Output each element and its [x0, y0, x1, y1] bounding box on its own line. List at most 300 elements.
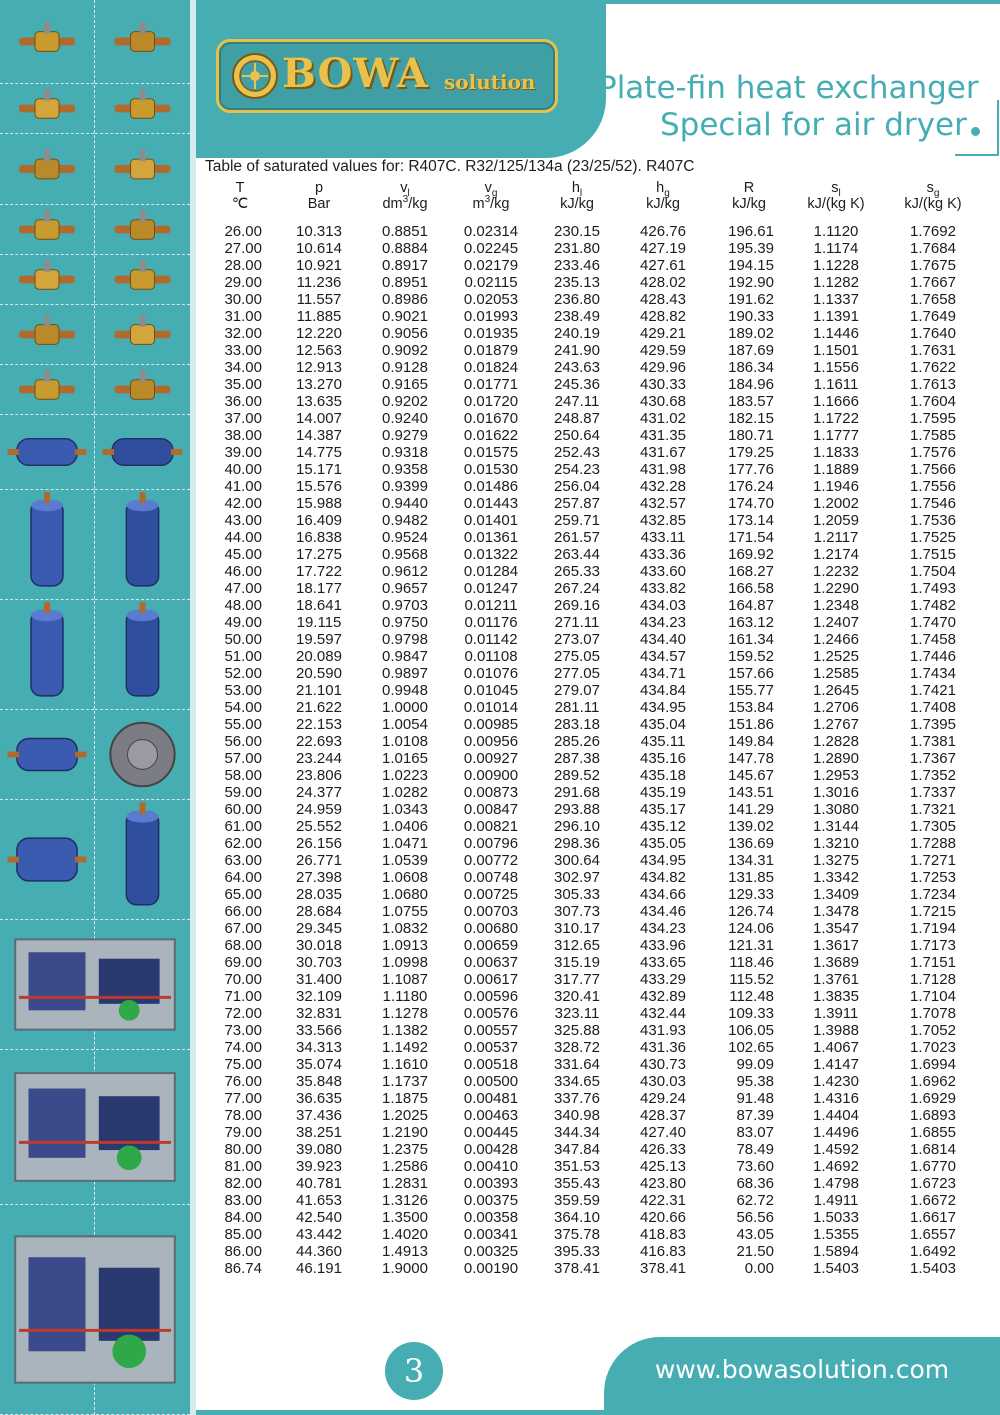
column-symbol: s	[831, 180, 839, 196]
table-cell: 1.2232	[813, 563, 859, 580]
table-cell: 29.345	[296, 920, 342, 937]
table-cell: 1.7052	[910, 1022, 956, 1039]
table-cell: 0.9482	[382, 512, 428, 529]
table-cell: 56.56	[736, 1209, 774, 1226]
centrifugal-fan-icon	[95, 710, 190, 800]
title-bullet	[971, 127, 980, 136]
table-cell: 0.9399	[382, 478, 428, 495]
table-row	[204, 223, 986, 240]
table-cell: 121.31	[728, 937, 774, 954]
table-cell: 281.11	[554, 699, 600, 716]
table-cell: 1.4496	[813, 1124, 859, 1141]
table-cell: 1.0108	[382, 733, 428, 750]
table-cell: 233.46	[554, 257, 600, 274]
table-cell: 180.71	[728, 427, 774, 444]
table-cell: 27.00	[224, 240, 262, 257]
table-row	[204, 1073, 986, 1090]
table-cell: 189.02	[728, 325, 774, 342]
table-cell: 431.36	[640, 1039, 686, 1056]
table-cell: 1.2190	[382, 1124, 428, 1141]
table-cell: 0.01824	[463, 359, 519, 376]
column-unit: kJ/kg	[732, 196, 766, 212]
table-row	[204, 257, 986, 274]
table-cell: 55.00	[224, 716, 262, 733]
table-cell: 347.84	[554, 1141, 600, 1158]
sight-glass-icon	[95, 84, 190, 134]
table-cell: 164.87	[728, 597, 774, 614]
table-cell: 1.1174	[813, 240, 859, 257]
table-cell: 1.0282	[382, 784, 428, 801]
page-title-line2: Special for air dryer	[660, 107, 967, 143]
table-cell: 187.69	[728, 342, 774, 359]
table-cell: 434.66	[640, 886, 686, 903]
table-cell: 433.60	[640, 563, 686, 580]
table-cell: 0.00341	[463, 1226, 519, 1243]
table-cell: 0.9092	[382, 342, 428, 359]
accumulator-icon	[0, 600, 94, 710]
table-cell: 46.00	[224, 563, 262, 580]
table-cell: 435.05	[640, 835, 686, 852]
table-cell: 426.76	[640, 223, 686, 240]
table-row	[204, 1022, 986, 1039]
table-cell: 1.0539	[382, 852, 428, 869]
table-row	[204, 665, 986, 682]
table-cell: 1.2348	[813, 597, 859, 614]
table-cell: 0.01108	[464, 648, 518, 665]
footer-website-link[interactable]: www.bowasolution.com	[654, 1355, 950, 1384]
table-cell: 0.01486	[463, 478, 519, 495]
table-cell: 67.00	[224, 920, 262, 937]
table-cell: 433.29	[640, 971, 686, 988]
table-cell: 39.080	[296, 1141, 342, 1158]
table-cell: 298.36	[554, 835, 600, 852]
table-cell: 0.9021	[382, 308, 428, 325]
table-cell: 1.7604	[910, 393, 956, 410]
table-row	[204, 393, 986, 410]
table-cell: 1.3342	[813, 869, 859, 886]
table-cell: 1.6672	[910, 1192, 956, 1209]
table-cell: 250.64	[554, 427, 600, 444]
table-cell: 0.00410	[463, 1158, 519, 1175]
table-cell: 15.988	[296, 495, 342, 512]
table-cell: 423.80	[640, 1175, 686, 1192]
table-cell: 131.85	[728, 869, 774, 886]
table-cell: 1.3689	[813, 954, 859, 971]
table-cell: 1.1611	[813, 376, 859, 393]
table-cell: 430.03	[640, 1073, 686, 1090]
table-cell: 1.7305	[910, 818, 956, 835]
column-symbol: v	[400, 180, 408, 196]
table-cell: 0.00847	[463, 801, 519, 818]
sidebar-edge	[190, 0, 196, 1415]
table-cell: 435.19	[640, 784, 686, 801]
ball-valve-icon	[0, 205, 94, 255]
table-cell: 143.51	[728, 784, 774, 801]
table-cell: 37.436	[296, 1107, 342, 1124]
table-cell: 433.82	[640, 580, 686, 597]
table-cell: 0.00821	[463, 818, 519, 835]
table-cell: 21.622	[296, 699, 342, 716]
table-cell: 0.00358	[463, 1209, 519, 1226]
table-cell: 1.7023	[910, 1039, 956, 1056]
logo-emblem-icon	[230, 51, 280, 101]
table-cell: 429.96	[640, 359, 686, 376]
table-cell: 317.77	[554, 971, 600, 988]
table-row	[204, 699, 986, 716]
table-cell: 434.95	[640, 699, 686, 716]
table-cell: 0.01935	[463, 325, 519, 342]
table-row	[204, 1226, 986, 1243]
oil-separator-icon	[0, 415, 94, 490]
table-cell: 1.1833	[813, 444, 859, 461]
table-row	[204, 988, 986, 1005]
table-cell: 378.41	[640, 1260, 686, 1277]
table-cell: 231.80	[554, 240, 600, 257]
liquid-receiver-icon	[0, 490, 94, 600]
table-cell: 126.74	[728, 903, 774, 920]
bottom-accent-bar	[196, 1410, 604, 1415]
table-cell: 1.3080	[813, 801, 859, 818]
table-cell: 285.26	[554, 733, 600, 750]
table-cell: 0.9318	[382, 444, 428, 461]
table-cell: 192.90	[728, 274, 774, 291]
table-cell: 230.15	[554, 223, 600, 240]
column-symbol: R	[743, 180, 755, 196]
table-row	[204, 1141, 986, 1158]
table-cell: 0.01045	[463, 682, 519, 699]
table-row	[204, 1158, 986, 1175]
table-cell: 1.7271	[910, 852, 956, 869]
column-subscript: l	[407, 187, 410, 199]
table-cell: 155.77	[728, 682, 774, 699]
table-cell: 84.00	[224, 1209, 262, 1226]
table-cell: 1.3409	[813, 886, 859, 903]
table-cell: 139.02	[728, 818, 774, 835]
compressor-unit-icon	[0, 920, 190, 1050]
table-row	[204, 274, 986, 291]
table-cell: 19.115	[296, 614, 342, 631]
table-row	[204, 682, 986, 699]
table-row	[204, 240, 986, 257]
table-cell: 256.04	[554, 478, 600, 495]
table-cell: 33.566	[296, 1022, 342, 1039]
table-cell: 159.52	[728, 648, 774, 665]
table-cell: 1.0680	[382, 886, 428, 903]
table-cell: 26.156	[296, 835, 342, 852]
table-cell: 1.1120	[813, 223, 859, 240]
table-cell: 31.00	[224, 308, 262, 325]
table-cell: 0.9358	[382, 461, 428, 478]
table-cell: 30.703	[296, 954, 342, 971]
column-header	[880, 180, 986, 223]
table-cell: 1.7128	[910, 971, 956, 988]
table-cell: 1.7215	[910, 903, 956, 920]
table-cell: 118.46	[729, 954, 774, 971]
table-row	[204, 869, 986, 886]
column-header	[362, 180, 448, 223]
table-cell: 0.01211	[464, 597, 518, 614]
table-cell: 44.360	[296, 1243, 342, 1260]
table-cell: 432.28	[640, 478, 686, 495]
table-cell: 434.84	[640, 682, 686, 699]
table-cell: 0.00617	[463, 971, 519, 988]
column-header	[620, 180, 706, 223]
table-row	[204, 563, 986, 580]
table-cell: 59.00	[224, 784, 262, 801]
table-cell: 273.07	[554, 631, 600, 648]
table-cell: 0.00900	[463, 767, 519, 784]
table-cell: 364.10	[554, 1209, 600, 1226]
table-cell: 1.7556	[910, 478, 956, 495]
table-row	[204, 1260, 986, 1277]
table-cell: 1.7493	[910, 580, 956, 597]
column-unit: m	[472, 196, 485, 212]
table-row	[204, 1056, 986, 1073]
table-cell: 428.82	[640, 308, 686, 325]
table-cell: 0.01443	[463, 495, 519, 512]
table-cell: 431.02	[640, 410, 686, 427]
table-cell: 435.11	[640, 733, 686, 750]
table-cell: 307.73	[554, 903, 600, 920]
table-cell: 1.4404	[813, 1107, 859, 1124]
table-cell: 12.220	[296, 325, 342, 342]
table-cell: 68.36	[736, 1175, 774, 1192]
saturation-table	[204, 180, 986, 1277]
shell-tube-condenser-icon	[0, 800, 94, 920]
table-cell: 79.00	[224, 1124, 262, 1141]
table-cell: 52.00	[224, 665, 262, 682]
table-cell: 13.635	[296, 393, 342, 410]
table-cell: 431.67	[640, 444, 686, 461]
table-cell: 0.8986	[382, 291, 428, 308]
table-cell: 1.7576	[910, 444, 956, 461]
table-cell: 0.02115	[464, 274, 518, 291]
table-cell: 1.3761	[813, 971, 859, 988]
column-symbol: h	[571, 180, 580, 196]
table-cell: 1.3617	[813, 937, 859, 954]
table-cell: 1.2407	[813, 614, 859, 631]
table-cell: 431.35	[640, 427, 686, 444]
table-cell: 1.4913	[382, 1243, 428, 1260]
table-cell: 1.7151	[910, 954, 956, 971]
table-row	[204, 835, 986, 852]
table-cell: 1.0054	[382, 716, 428, 733]
table-row	[204, 733, 986, 750]
table-cell: 1.1556	[813, 359, 859, 376]
table-cell: 1.6929	[910, 1090, 956, 1107]
table-cell: 1.6893	[910, 1107, 956, 1124]
table-cell: 1.0471	[382, 835, 428, 852]
table-cell: 428.02	[640, 274, 686, 291]
table-cell: 340.98	[554, 1107, 600, 1124]
table-cell: 0.9240	[382, 410, 428, 427]
table-row	[204, 920, 986, 937]
table-cell: 149.84	[728, 733, 774, 750]
table-row	[204, 648, 986, 665]
table-cell: 10.313	[296, 223, 342, 240]
table-cell: 0.9897	[382, 665, 428, 682]
table-cell: 28.684	[296, 903, 342, 920]
table-cell: 0.00596	[463, 988, 519, 1005]
container-plant-icon	[0, 1205, 190, 1415]
table-cell: 176.24	[728, 478, 774, 495]
table-cell: 378.41	[554, 1260, 600, 1277]
table-row	[204, 427, 986, 444]
table-cell: 57.00	[224, 750, 262, 767]
table-cell: 182.15	[728, 410, 774, 427]
table-cell: 435.17	[640, 801, 686, 818]
table-cell: 1.7692	[910, 223, 956, 240]
table-cell: 16.838	[296, 529, 342, 546]
table-cell: 429.24	[640, 1090, 686, 1107]
table-cell: 0.00796	[463, 835, 519, 852]
table-row	[204, 631, 986, 648]
table-cell: 395.33	[554, 1243, 600, 1260]
table-cell: 1.3016	[813, 784, 859, 801]
table-cell: 129.33	[728, 886, 774, 903]
table-row	[204, 1192, 986, 1209]
table-cell: 1.7352	[910, 767, 956, 784]
table-cell: 73.60	[736, 1158, 774, 1175]
table-cell: 41.653	[296, 1192, 342, 1209]
table-cell: 78.49	[736, 1141, 774, 1158]
table-cell: 0.01670	[463, 410, 519, 427]
table-cell: 1.5403	[910, 1260, 956, 1277]
table-cell: 14.007	[296, 410, 342, 427]
table-cell: 1.2466	[813, 631, 859, 648]
table-cell: 0.00873	[463, 784, 519, 801]
table-cell: 74.00	[224, 1039, 262, 1056]
table-cell: 434.71	[640, 665, 686, 682]
heat-exchanger-cutaway-icon	[95, 800, 190, 920]
title-rule-vertical	[997, 100, 999, 156]
table-cell: 1.7536	[910, 512, 956, 529]
table-cell: 275.05	[554, 648, 600, 665]
table-cell: 35.074	[296, 1056, 342, 1073]
table-cell: 28.00	[224, 257, 262, 274]
table-cell: 1.1446	[813, 325, 859, 342]
table-cell: 425.13	[640, 1158, 686, 1175]
table-cell: 51.00	[224, 648, 262, 665]
table-cell: 38.00	[224, 427, 262, 444]
table-cell: 62.00	[224, 835, 262, 852]
logo-subtitle: solution	[444, 70, 536, 94]
table-cell: 434.03	[640, 597, 686, 614]
table-cell: 0.01771	[463, 376, 519, 393]
table-cell: 196.61	[728, 223, 774, 240]
table-cell: 34.313	[296, 1039, 342, 1056]
table-cell: 428.43	[640, 291, 686, 308]
table-row	[204, 308, 986, 325]
table-cell: 1.1180	[382, 988, 428, 1005]
table-cell: 1.6855	[910, 1124, 956, 1141]
table-row	[204, 784, 986, 801]
table-cell: 289.52	[554, 767, 600, 784]
table-cell: 0.8917	[382, 257, 428, 274]
table-cell: 40.00	[224, 461, 262, 478]
table-row	[204, 1124, 986, 1141]
table-cell: 91.48	[736, 1090, 774, 1107]
table-cell: 1.4316	[813, 1090, 859, 1107]
table-cell: 71.00	[224, 988, 262, 1005]
table-cell: 1.7381	[910, 733, 956, 750]
table-row	[204, 852, 986, 869]
column-subscript: g	[664, 187, 670, 199]
table-cell: 0.9056	[382, 325, 428, 342]
table-row	[204, 325, 986, 342]
table-cell: 1.7078	[910, 1005, 956, 1022]
table-cell: 0.9948	[382, 682, 428, 699]
table-cell: 30.018	[296, 937, 342, 954]
table-cell: 1.2375	[382, 1141, 428, 1158]
table-cell: 0.00927	[463, 750, 519, 767]
table-cell: 1.2059	[813, 512, 859, 529]
table-cell: 16.409	[296, 512, 342, 529]
table-cell: 173.14	[728, 512, 774, 529]
table-cell: 1.4911	[813, 1192, 859, 1209]
column-subscript: l	[838, 187, 841, 199]
table-cell: 27.398	[296, 869, 342, 886]
table-cell: 427.61	[640, 257, 686, 274]
table-cell: 0.9202	[382, 393, 428, 410]
table-cell: 11.236	[296, 274, 342, 291]
table-cell: 1.2290	[813, 580, 859, 597]
angle-valve-icon	[95, 205, 190, 255]
table-cell: 1.1889	[813, 461, 859, 478]
table-cell: 416.83	[640, 1243, 686, 1260]
table-cell: 99.09	[736, 1056, 774, 1073]
table-cell: 157.66	[728, 665, 774, 682]
table-cell: 1.6962	[910, 1073, 956, 1090]
table-cell: 179.25	[728, 444, 774, 461]
column-symbol: h	[656, 180, 665, 196]
table-cell: 1.7515	[910, 546, 956, 563]
table-cell: 1.7649	[910, 308, 956, 325]
table-cell: 1.0608	[382, 869, 428, 886]
table-cell: 435.04	[640, 716, 686, 733]
table-cell: 0.00557	[463, 1022, 519, 1039]
table-cell: 32.831	[296, 1005, 342, 1022]
copper-tee-icon	[95, 134, 190, 205]
table-cell: 310.17	[554, 920, 600, 937]
table-row	[204, 546, 986, 563]
table-cell: 10.614	[296, 240, 342, 257]
table-cell: 1.7173	[910, 937, 956, 954]
column-header	[204, 180, 276, 223]
column-subscript: g	[933, 187, 940, 199]
table-cell: 1.6994	[910, 1056, 956, 1073]
table-cell: 161.34	[728, 631, 774, 648]
column-header	[534, 180, 620, 223]
table-cell: 35.00	[224, 376, 262, 393]
column-subscript: l	[579, 187, 583, 199]
column-unit-tail: /kg	[490, 196, 510, 212]
table-cell: 1.3210	[813, 835, 859, 852]
table-cell: 287.38	[554, 750, 600, 767]
table-cell: 0.01361	[463, 529, 519, 546]
table-cell: 1.1492	[382, 1039, 428, 1056]
table-row	[204, 954, 986, 971]
table-cell: 432.44	[640, 1005, 686, 1022]
table-cell: 112.48	[729, 988, 774, 1005]
table-cell: 70.00	[224, 971, 262, 988]
table-cell: 53.00	[224, 682, 262, 699]
table-cell: 0.02245	[463, 240, 519, 257]
table-cell: 58.00	[224, 767, 262, 784]
table-row	[204, 1090, 986, 1107]
table-cell: 1.3478	[813, 903, 859, 920]
table-cell: 427.40	[640, 1124, 686, 1141]
